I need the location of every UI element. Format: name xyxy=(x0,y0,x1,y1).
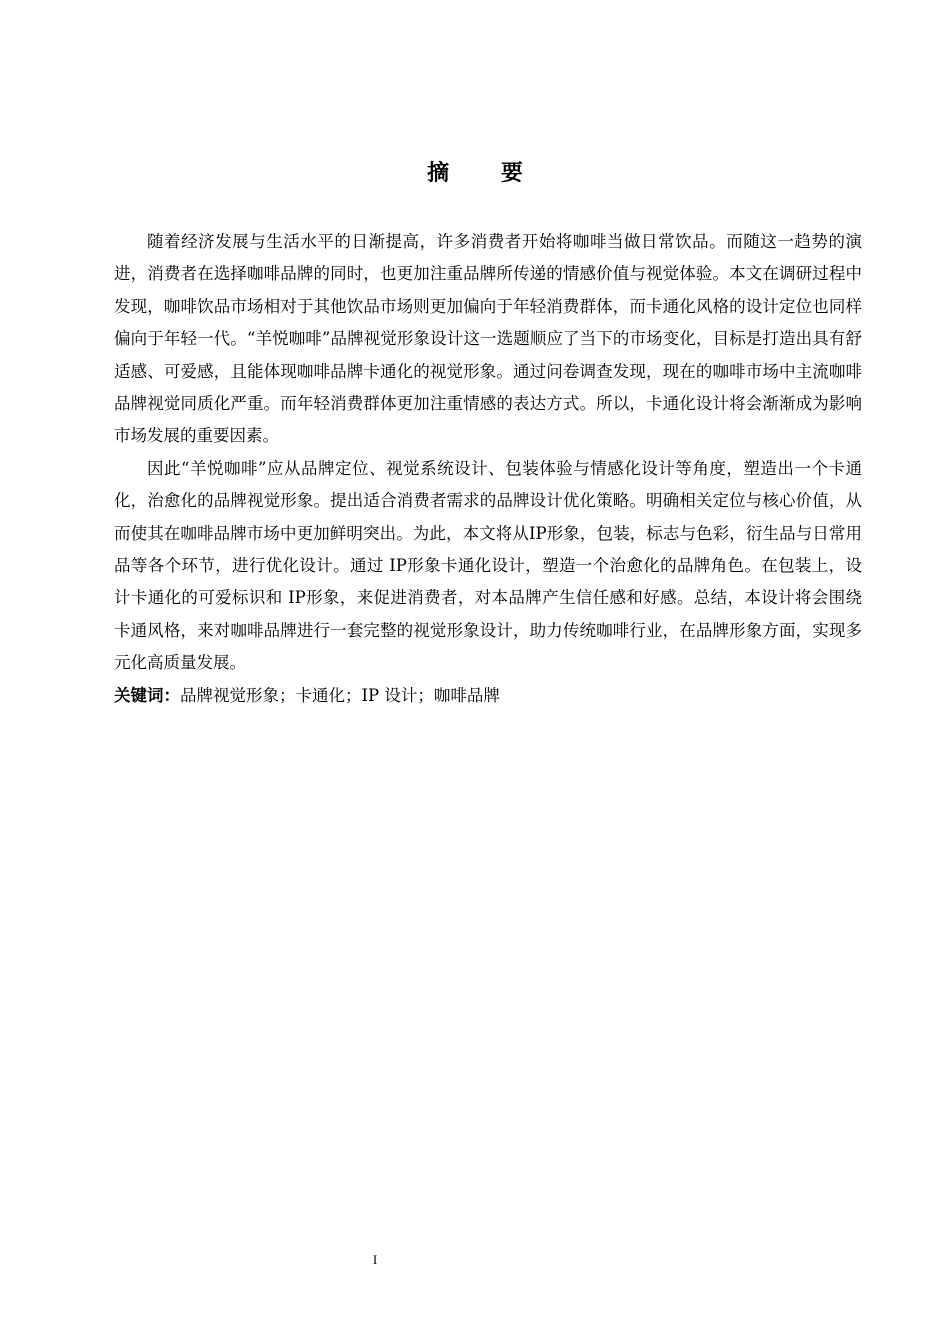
abstract-paragraph-1: 随着经济发展与生活水平的日渐提高，许多消费者开始将咖啡当做日常饮品。而随这一趋势的演进，消费者在选择咖啡品牌的同时，也更加注重品牌所传递的情感价值与视觉体验。本文在调研过程中发现，咖啡饮品市场相对于其他饮品市场则更加偏向于年轻消费群体，而卡通化风格的设计定位也同样偏向于年轻一代。“羊悦咖啡”品牌视觉形象设计这一选题顺应了当下的市场变化，目标是打造出具有舒适感、可爱感，且能体现咖啡品牌卡通化的视觉形象。通过问卷调查发现，现在的咖啡市场中主流咖啡品牌视觉同质化严重。而年轻消费群体更加注重情感的表达方式。所以，卡通化设计将会渐渐成为影响市场发展的重要因素。 xyxy=(114,232,862,446)
abstract-paragraph-2: 因此“羊悦咖啡”应从品牌定位、视觉系统设计、包装体验与情感化设计等角度，塑造出一个卡通化，治愈化的品牌视觉形象。提出适合消费者需求的品牌设计优化策略。明确相关定位与核心价值，从而使其在咖啡品牌市场中更加鲜明突出。为此，本文将从IP形象，包装，标志与色彩，衍生品与日常用品等各个环节，进行优化设计。通过 IP形象卡通化设计，塑造一个治愈化的品牌角色。在包装上，设计卡通化的可爱标识和 IP形象，来促进消费者，对本品牌产生信任感和好感。总结，本设计将会围绕卡通风格，来对咖啡品牌进行一套完整的视觉形象设计，助力传统咖啡行业，在品牌形象方面，实现多元化高质量发展。 xyxy=(114,458,862,673)
keywords-line xyxy=(114,680,862,712)
keywords-text: 品牌视觉形象；卡通化；IP 设计；咖啡品牌 xyxy=(180,685,500,705)
abstract-body xyxy=(114,226,862,712)
page-number: I xyxy=(372,1252,378,1267)
keywords-label: 关键词： xyxy=(114,685,180,705)
abstract-title: 摘 要 xyxy=(427,161,545,186)
